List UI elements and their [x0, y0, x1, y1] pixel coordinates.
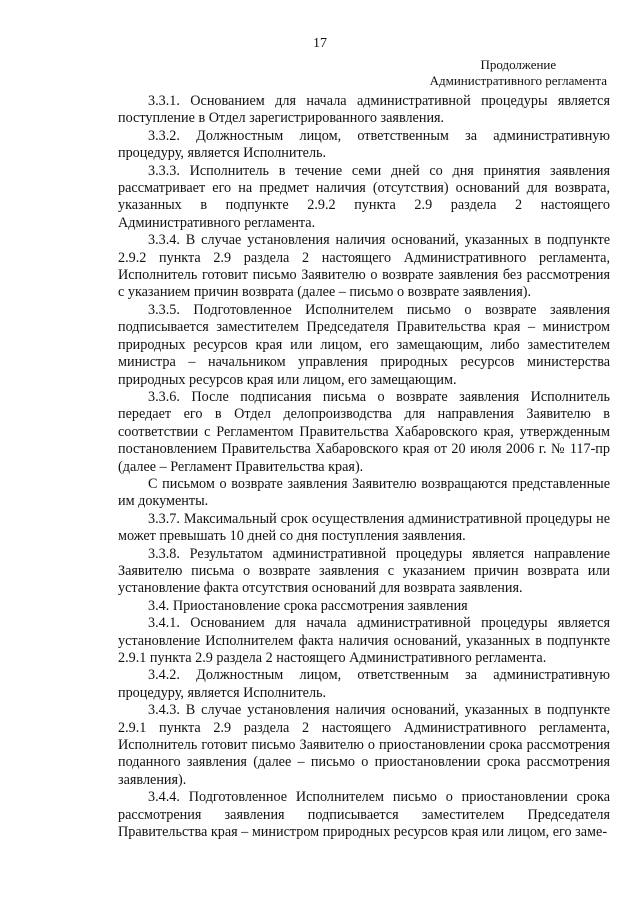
paragraph-returned-documents: С письмом о возврате заявления Заявителю возвращаются представленные им документы. — [118, 475, 610, 510]
page-number: 17 — [313, 36, 327, 51]
paragraph-3-4-4: 3.4.4. Подготовленное Исполнителем письмо о приостановлении срока рассмотрения заявления подписывается заместителем Председателя Правительства края – министром природных ресурсов края или лицом, его заме- — [118, 789, 610, 841]
body-text — [118, 93, 610, 841]
paragraph-3-3-1: 3.3.1. Основанием для начала административной процедуры является поступление в Отдел зарегистрированного заявления. — [118, 93, 610, 127]
continuation-header — [430, 57, 607, 89]
paragraph-3-3-5: 3.3.5. Подготовленное Исполнителем письмо о возврате заявления подписывается заместителем Председателя Правительства края – министром природных ресурсов края или лицом, его замещающим, либо заместителем министра – начальником управления природных ресурсов министерства природных ресурсов края или лицом, его замещающим. — [118, 301, 610, 388]
paragraph-3-3-8: 3.3.8. Результатом административной процедуры является направление Заявителю письма о возврате заявления с указанием причин возврата или установление факта отсутствия оснований для возврата заявления. — [118, 545, 610, 597]
continuation-line-2: Административного регламента — [429, 73, 607, 88]
paragraph-3-4-1: 3.4.1. Основанием для начала административной процедуры является установление Исполнителем факта наличия оснований, указанных в подпункте 2.9.1 пункта 2.9 раздела 2 настоящего Административного регламента. — [118, 615, 610, 666]
paragraph-3-4-3: 3.4.3. В случае установления наличия оснований, указанных в подпункте 2.9.1 пункта 2.9 раздела 2 настоящего Административного регламента, Исполнитель готовит письмо Заявителю о приостановлении срока рассмотрения поданного заявления (далее – письмо о приостановлении срока рассмотрения заявления). — [118, 702, 610, 788]
paragraph-3-3-7: 3.3.7. Максимальный срок осуществления административной процедуры не может превышать 10 дней со дня поступления заявления. — [118, 510, 610, 545]
section-heading-3-4: 3.4. Приостановление срока рассмотрения заявления — [148, 597, 468, 614]
paragraph-3-3-3: 3.3.3. Исполнитель в течение семи дней со дня принятия заявления рассматривает его на предмет наличия (отсутствия) оснований для возврата, указанных в подпункте 2.9.2 пункта 2.9 раздела 2 настоящего Административного регламента. — [118, 162, 610, 231]
paragraph-3-3-4: 3.3.4. В случае установления наличия оснований, указанных в подпункте 2.9.2 пункта 2.9 раздела 2 настоящего Административного регламента, Исполнитель готовит письмо Заявителю о возврате заявления без рассмотрения с указанием причин возврата (далее – письмо о возврате заявления). — [118, 232, 610, 301]
continuation-line-1: Продолжение — [480, 57, 557, 72]
paragraph-3-3-2: 3.3.2. Должностным лицом, ответственным за административную процедуру, является Исполнитель. — [118, 127, 610, 162]
paragraph-3-3-6: 3.3.6. После подписания письма о возврате заявления Исполнитель передает его в Отдел делопроизводства для направления Заявителю в соответствии с Регламентом Правительства Хабаровского края, утвержденным постановлением Правительства Хабаровского края от 20 июля 2006 г. № 117-пр (далее – Регламент Правительства края). — [118, 388, 610, 475]
paragraph-3-4-2: 3.4.2. Должностным лицом, ответственным за административную процедуру, является Исполнитель. — [118, 667, 610, 701]
